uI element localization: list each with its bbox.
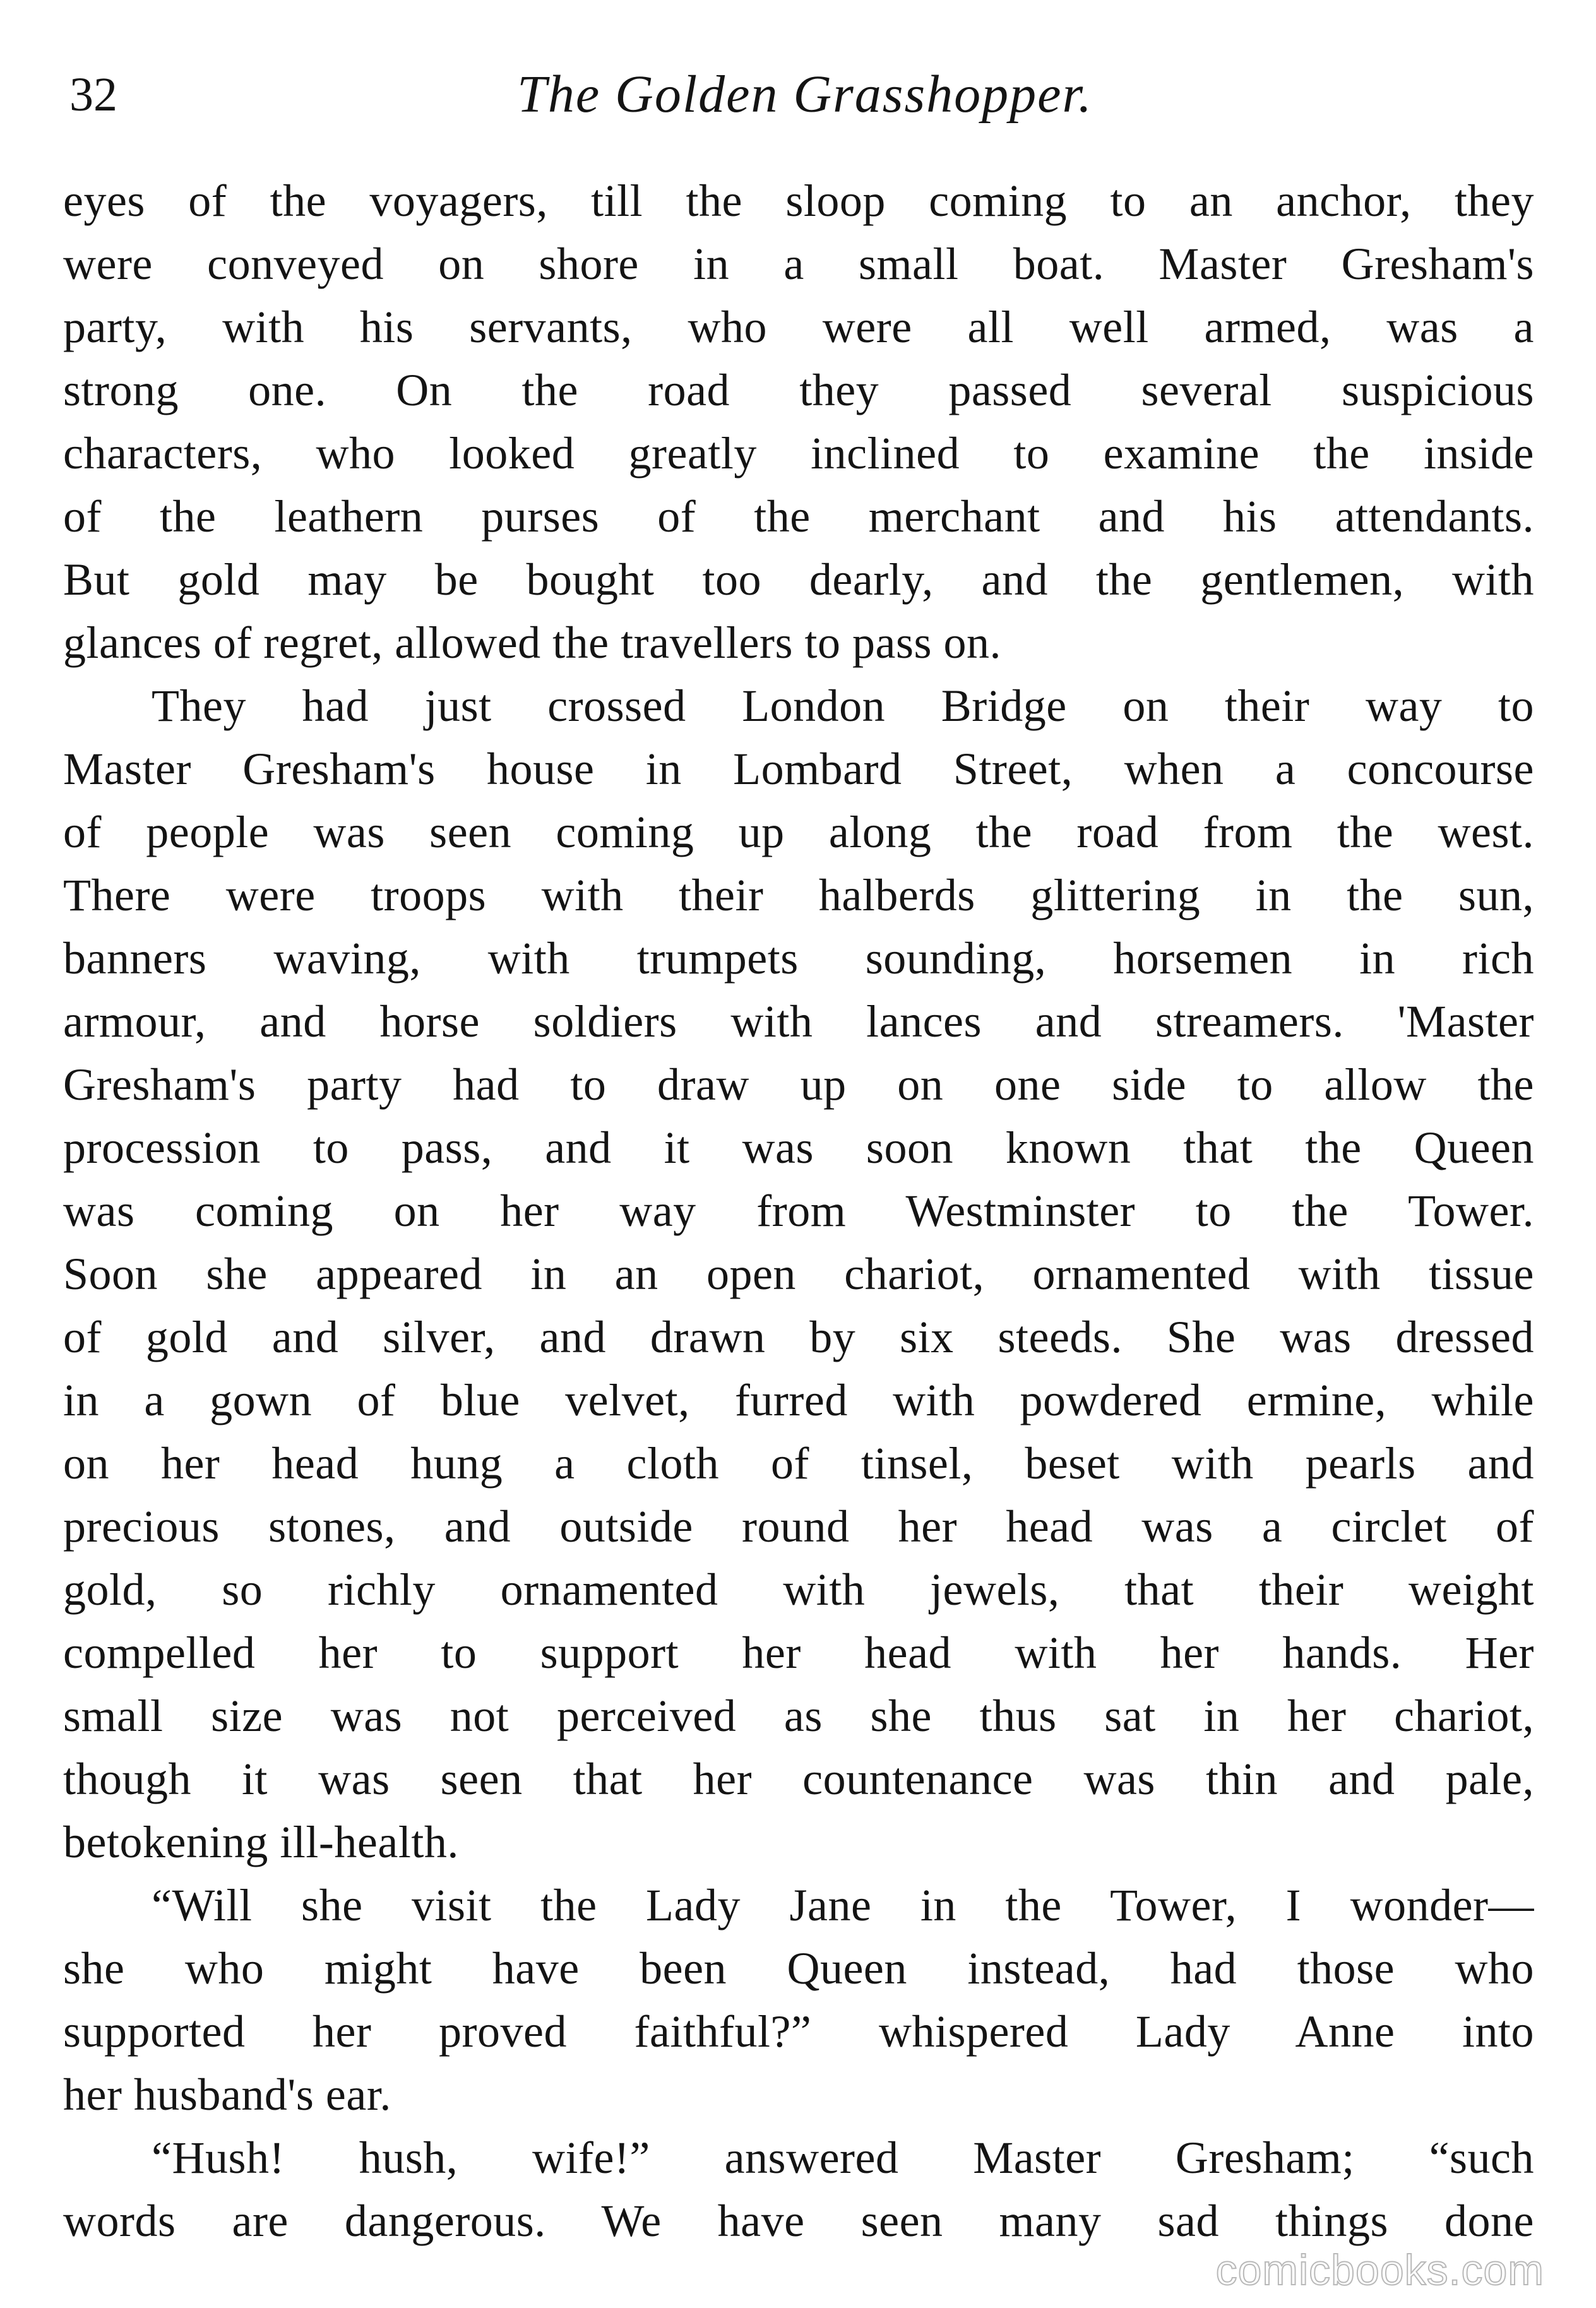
text-line: she who might have been Queen instead, had those who [63,1943,1534,1994]
text-line: armour, and horse soldiers with lances and streamers. 'Master [63,996,1534,1047]
page-number: 32 [69,68,117,121]
text-line: of the leathern purses of the merchant and his attendants. [63,491,1534,542]
watermark: comicbooks.com [1215,2246,1544,2294]
text-line: gold, so richly ornamented with jewels, that their weight [63,1564,1534,1615]
text-line: procession to pass, and it was soon known that the Queen [63,1122,1534,1173]
text-line: eyes of the voyagers, till the sloop coming to an anchor, they [63,175,1534,226]
text-line: They had just crossed London Bridge on their way to [152,681,1534,731]
text-line: Master Gresham's house in Lombard Street, when a concourse [63,744,1534,794]
text-line: were conveyed on shore in a small boat. Master Gresham's [63,239,1534,289]
text-line: glances of regret, allowed the travellers to pass on. [63,617,1001,668]
text-line: though it was seen that her countenance was thin and pale, [63,1754,1534,1804]
text-line: banners waving, with trumpets sounding, horsemen in rich [63,933,1534,984]
text-line: characters, who looked greatly inclined to examine the inside [63,428,1534,479]
body-text [63,169,1534,2252]
text-line: There were troops with their halberds glittering in the sun, [63,870,1534,920]
text-line: was coming on her way from Westminster to the Tower. [63,1186,1534,1236]
text-line: But gold may be bought too dearly, and the gentlemen, with [63,554,1534,605]
text-line: of gold and silver, and drawn by six steeds. She was dressed [63,1312,1534,1362]
running-title: The Golden Grasshopper. [517,65,1093,124]
text-line: in a gown of blue velvet, furred with powdered ermine, while [63,1375,1534,1425]
text-line: of people was seen coming up along the road from the west. [63,807,1534,857]
text-line: Gresham's party had to draw up on one side to allow the [63,1059,1534,1110]
text-line: precious stones, and outside round her head was a circlet of [63,1501,1534,1552]
text-line: “Hush! hush, wife!” answered Master Gresham; “such [152,2133,1534,2183]
text-line: strong one. On the road they passed several suspicious [63,365,1534,415]
text-line: betokening ill-health. [63,1817,459,1867]
text-line: her husband's ear. [63,2069,391,2120]
text-line: party, with his servants, who were all well armed, was a [63,302,1534,352]
text-line: supported her proved faithful?” whispered Lady Anne into [63,2006,1534,2057]
text-line: compelled her to support her head with her hands. Her [63,1627,1534,1678]
text-line: “Will she visit the Lady Jane in the Tower, I wonder— [152,1880,1534,1930]
text-line: small size was not perceived as she thus sat in her chariot, [63,1691,1534,1741]
page-header [69,60,1540,129]
text-line: on her head hung a cloth of tinsel, beset with pearls and [63,1438,1534,1489]
text-line: words are dangerous. We have seen many sad things done [63,2196,1534,2246]
text-line: Soon she appeared in an open chariot, ornamented with tissue [63,1249,1534,1299]
